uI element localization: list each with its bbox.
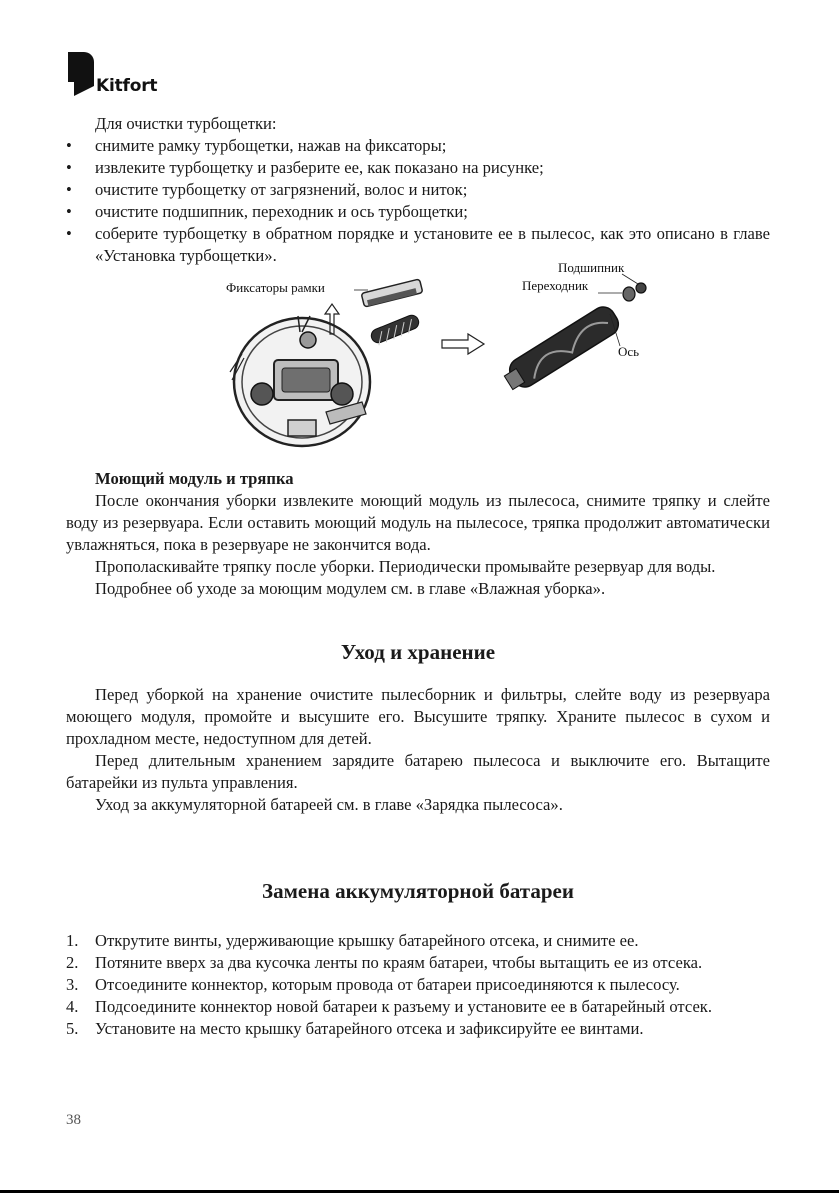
label-adapter: Переходник: [522, 278, 589, 293]
step-text: Отсоедините коннектор, которым провода от батареи присоединяются к пылесосу.: [95, 975, 680, 994]
leader-line: [622, 274, 638, 284]
list-item: [66, 1018, 770, 1040]
label-frame-latches: Фиксаторы рамки: [226, 280, 325, 295]
list-item-text: снимите рамку турбощетки, нажав на фиксаторы;: [95, 136, 447, 155]
intro-section: [66, 113, 770, 267]
list-item-text: извлеките турбощетку и разберите ее, как показано на рисунке;: [95, 158, 544, 177]
paragraph: Перед длительным хранением зарядите батарею пылесоса и выключите его. Вытащите батарейки из пульта управления.: [66, 751, 770, 792]
list-item-text: соберите турбощетку в обратном порядке и установите ее в пылесос, как это описано в главе «Установка турбощетки».: [95, 224, 770, 265]
step-number: 4.: [66, 997, 79, 1016]
intro-bullet-list: [66, 135, 770, 267]
robot-vacuum-icon: [230, 316, 370, 446]
turbo-brush-large-icon: [504, 302, 623, 391]
brand-name: Kitfort: [96, 76, 158, 96]
turbo-brush-diagram: [222, 262, 662, 454]
intro-lead: Для очистки турбощетки:: [95, 114, 277, 133]
step-number: 1.: [66, 931, 79, 950]
step-text: Установите на место крышку батарейного отсека и зафиксируйте ее винтами.: [95, 1019, 644, 1038]
step-text: Подсоедините коннектор новой батареи к разъему и установите ее в батарейный отсек.: [95, 997, 713, 1016]
step-number: 2.: [66, 953, 79, 972]
care-section-title: Уход и хранение: [340, 640, 496, 664]
list-item: [66, 157, 770, 179]
battery-steps-list: [66, 930, 770, 1040]
turbo-brush-small-icon: [369, 313, 421, 345]
bearing-icon: [636, 283, 646, 293]
battery-section-title: Замена аккумуляторной батареи: [262, 879, 574, 903]
battery-section: [66, 930, 770, 1040]
right-arrow-icon: [442, 334, 484, 354]
list-item-text: очистите турбощетку от загрязнений, волос и ниток;: [95, 180, 468, 199]
list-item: [66, 952, 770, 974]
list-item: [66, 930, 770, 952]
page-number: 38: [66, 1112, 81, 1128]
label-axle: Ось: [618, 344, 640, 359]
adapter-icon: [623, 287, 635, 301]
bullet-marker: •: [66, 180, 72, 199]
care-section: [66, 684, 770, 816]
paragraph: После окончания уборки извлеките моющий модуль из пылесоса, снимите тряпку и слейте воду из резервуара. Если оставить моющий модуль на пылесосе, тряпка продолжит автоматически увлажняться, пока в резервуаре не закончится вода.: [66, 491, 770, 554]
mop-section: [66, 468, 770, 600]
step-number: 5.: [66, 1019, 79, 1038]
list-item: [66, 223, 770, 267]
bullet-marker: •: [66, 224, 72, 243]
step-number: 3.: [66, 975, 79, 994]
list-item: [66, 996, 770, 1018]
list-item: [66, 974, 770, 996]
mop-section-title: Моющий модуль и тряпка: [95, 469, 294, 488]
bullet-marker: •: [66, 136, 72, 155]
kitfort-logo-icon: [66, 50, 96, 98]
bullet-marker: •: [66, 158, 72, 177]
step-text: Потяните вверх за два кусочка ленты по краям батареи, чтобы вытащить ее из отсека.: [95, 953, 703, 972]
paragraph: Прополаскивайте тряпку после уборки. Периодически промывайте резервуар для воды.: [95, 557, 716, 576]
paragraph: Подробнее об уходе за моющим модулем см. в главе «Влажная уборка».: [95, 579, 606, 598]
list-item-text: очистите подшипник, переходник и ось турбощетки;: [95, 202, 468, 221]
list-item: [66, 179, 770, 201]
brush-frame-icon: [361, 279, 423, 307]
list-item: [66, 135, 770, 157]
bullet-marker: •: [66, 202, 72, 221]
step-text: Открутите винты, удерживающие крышку батарейного отсека, и снимите ее.: [95, 931, 639, 950]
paragraph: Уход за аккумуляторной батареей см. в главе «Зарядка пылесоса».: [95, 795, 563, 814]
label-bearing: Подшипник: [558, 260, 625, 275]
paragraph: Перед уборкой на хранение очистите пылесборник и фильтры, слейте воду из резервуара моющего модуля, промойте и высушите его. Высушите тряпку. Храните пылесос в сухом и прохладном месте, недоступном для детей.: [66, 685, 770, 748]
list-item: [66, 201, 770, 223]
